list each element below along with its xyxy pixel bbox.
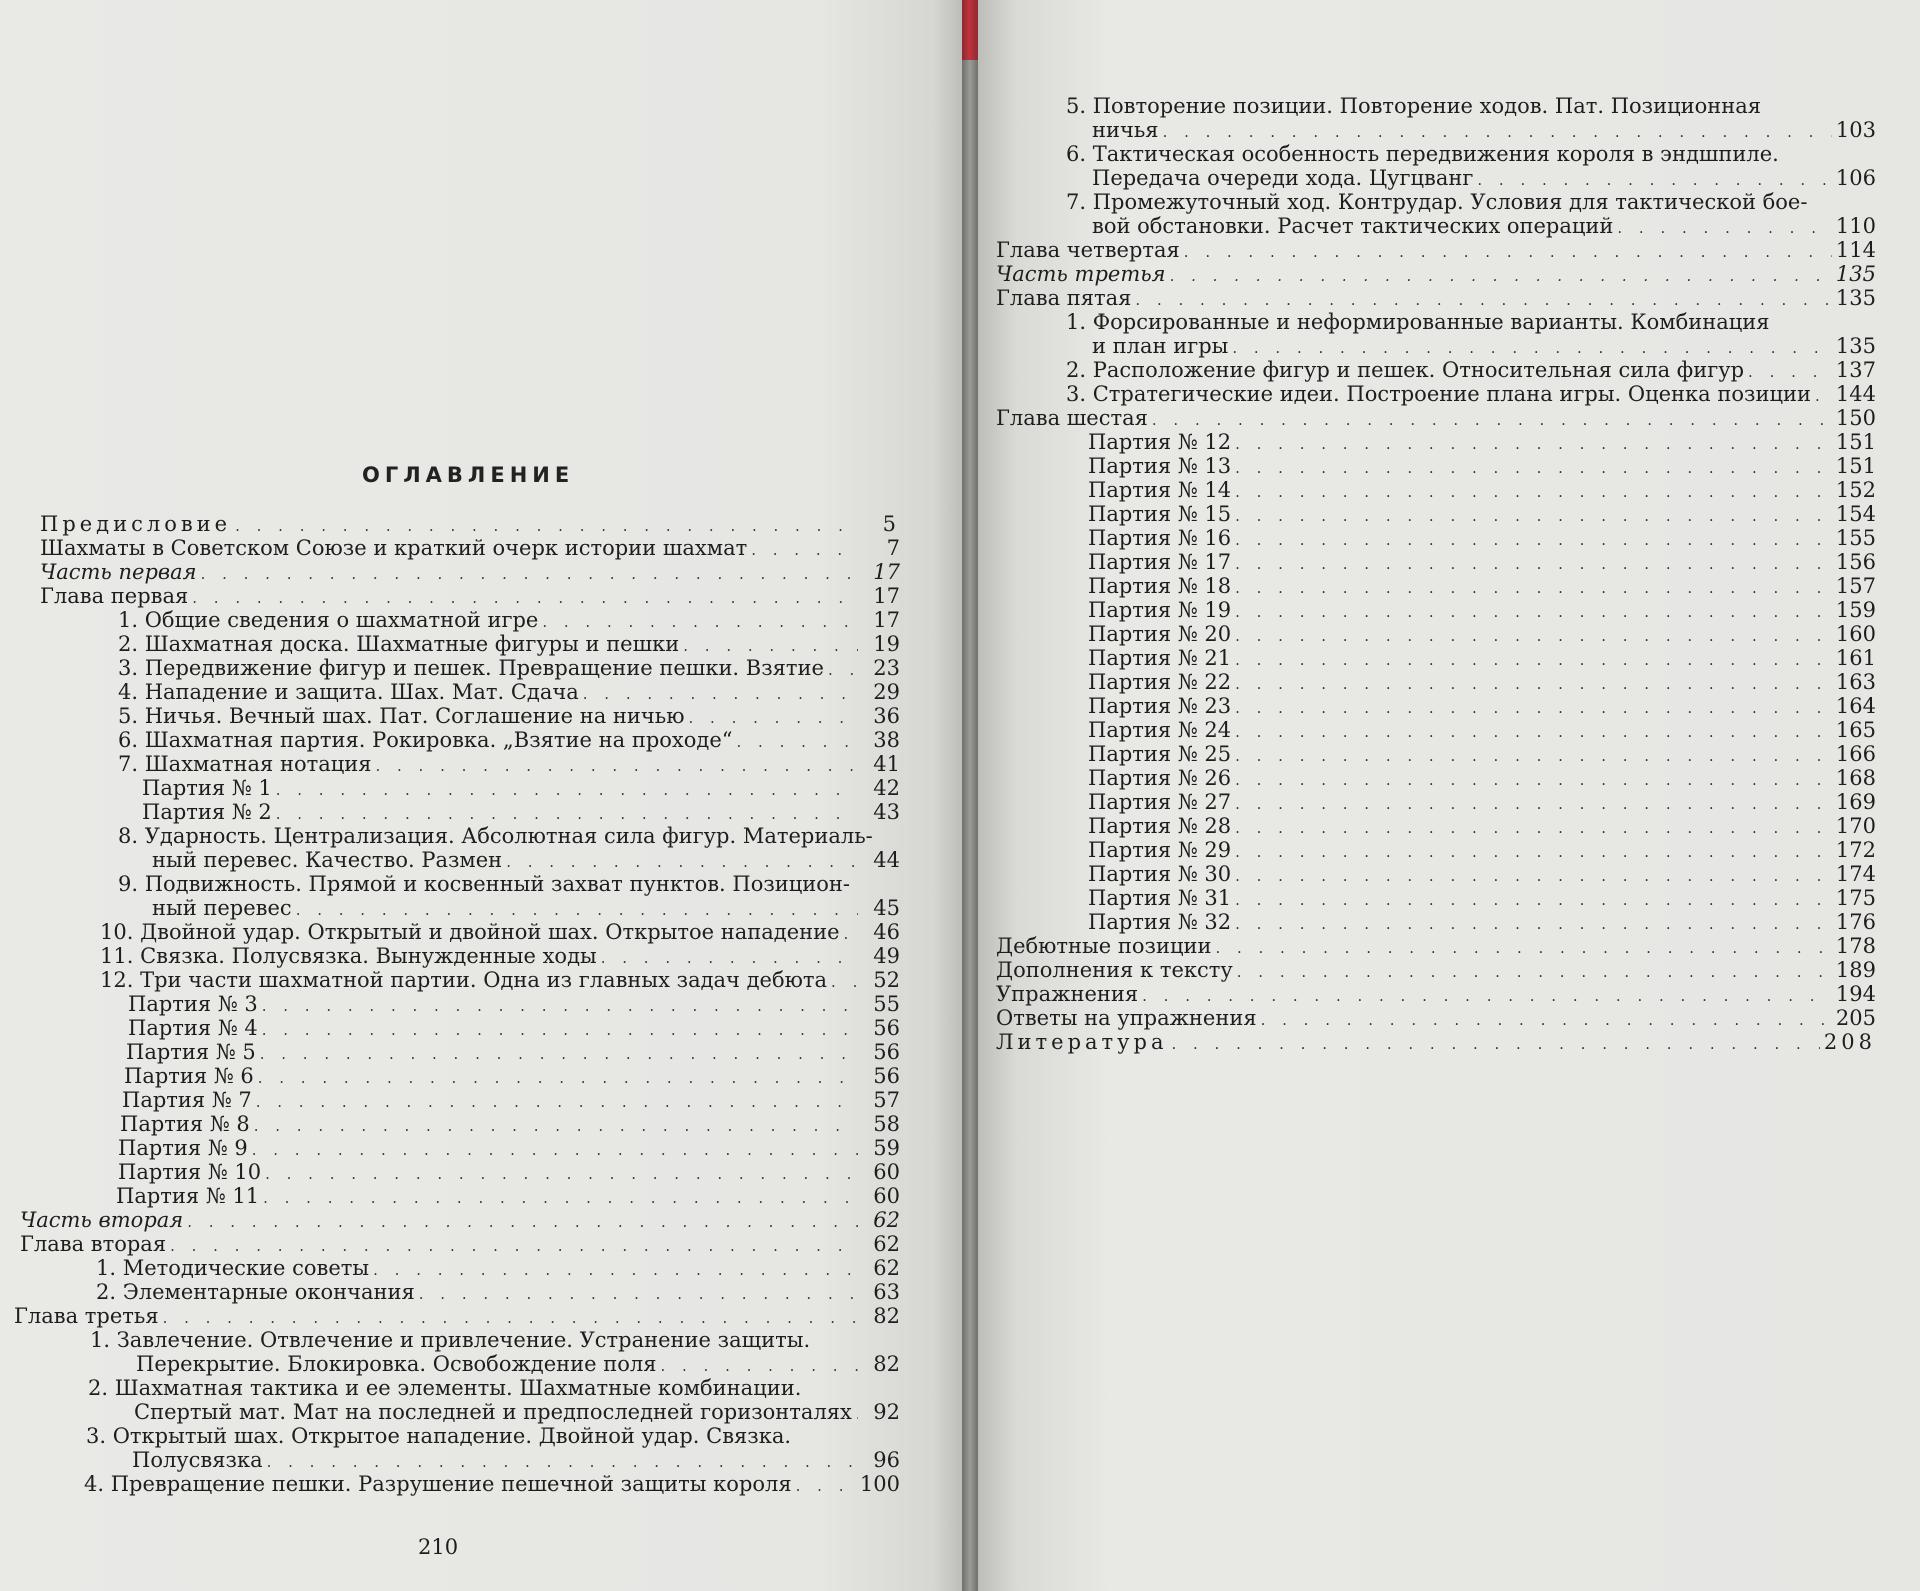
toc-entry-line: 2. Шахматная тактика и ее элементы. Шахматные комбинации. bbox=[88, 1376, 802, 1400]
toc-entry-line: 7. Промежуточный ход. Контрудар. Условия для тактической бое- bbox=[1066, 190, 1808, 214]
toc-entry-line: 1. Завлечение. Отвлечение и привлечение. Устранение защиты. bbox=[90, 1328, 811, 1352]
toc-game-entry: Партия № 31 . . . 175 bbox=[996, 886, 1876, 910]
toc-game-entry: Партия № 7 . . . 57 bbox=[40, 1088, 900, 1112]
toc-entry: Дополнения к тексту . . . 189 bbox=[996, 958, 1876, 982]
toc-right-column bbox=[996, 94, 1876, 1054]
toc-entry-line: 9. Подвижность. Прямой и косвенный захват пунктов. Позицион- bbox=[118, 872, 851, 896]
toc-entry: ный перевес . . . 45 bbox=[40, 896, 900, 920]
toc-entry: 7. Шахматная нотация . . . 41 bbox=[40, 752, 900, 776]
toc-game-entry: Партия № 1 . . . 42 bbox=[40, 776, 900, 800]
toc-entry: 11. Связка. Полусвязка. Вынужденные ходы . . . 49 bbox=[40, 944, 900, 968]
toc-game-entry: Партия № 30 . . . 174 bbox=[996, 862, 1876, 886]
toc-entry: 5. Ничья. Вечный шах. Пат. Соглашение на ничью . . . 36 bbox=[40, 704, 900, 728]
toc-entry: 1. Методические советы . . . 62 bbox=[40, 1256, 900, 1280]
toc-game-entry: Партия № 27 . . . 169 bbox=[996, 790, 1876, 814]
toc-game-entry: Партия № 24 . . . 165 bbox=[996, 718, 1876, 742]
toc-entry: Литература . . . 208 bbox=[996, 1030, 1876, 1054]
toc-entry: 2. Шахматная доска. Шахматные фигуры и пешки . . . 19 bbox=[40, 632, 900, 656]
toc-entry: вой обстановки. Расчет тактических операций . . . 110 bbox=[996, 214, 1876, 238]
book-gutter-shadow bbox=[962, 60, 978, 1591]
toc-entry: Передача очереди хода. Цугцванг . . . 106 bbox=[996, 166, 1876, 190]
toc-entry: 2. Элементарные окончания . . . 63 bbox=[40, 1280, 900, 1304]
toc-game-entry: Партия № 29 . . . 172 bbox=[996, 838, 1876, 862]
toc-game-entry: Партия № 16 . . . 155 bbox=[996, 526, 1876, 550]
toc-game-entry: Партия № 25 . . . 166 bbox=[996, 742, 1876, 766]
toc-game-entry: Партия № 4 . . . 56 bbox=[40, 1016, 900, 1040]
toc-game-entry: Партия № 3 . . . 55 bbox=[40, 992, 900, 1016]
toc-entry: ничья . . . 103 bbox=[996, 118, 1876, 142]
toc-entry-line: 1. Форсированные и неформированные варианты. Комбинация bbox=[1066, 310, 1770, 334]
toc-entry: 3. Передвижение фигур и пешек. Превращение пешки. Взятие . . . 23 bbox=[40, 656, 900, 680]
toc-game-entry: Партия № 21 . . . 161 bbox=[996, 646, 1876, 670]
toc-chapter-heading: Глава третья . . . 82 bbox=[14, 1304, 900, 1328]
toc-game-entry: Партия № 12 . . . 151 bbox=[996, 430, 1876, 454]
toc-chapter-heading: Глава пятая . . . 135 bbox=[996, 286, 1876, 310]
toc-game-entry: Партия № 19 . . . 159 bbox=[996, 598, 1876, 622]
toc-entry: Полусвязка . . . 96 bbox=[40, 1448, 900, 1472]
toc-entry: ный перевес. Качество. Размен . . . 44 bbox=[40, 848, 900, 872]
toc-chapter-heading: Глава шестая . . . 150 bbox=[996, 406, 1876, 430]
toc-game-entry: Партия № 18 . . . 157 bbox=[996, 574, 1876, 598]
toc-entry: 1. Общие сведения о шахматной игре . . . 17 bbox=[40, 608, 900, 632]
toc-entry: 12. Три части шахматной партии. Одна из главных задач дебюта . . . 52 bbox=[40, 968, 900, 992]
toc-left-column bbox=[14, 512, 900, 1496]
toc-entry: 4. Превращение пешки. Разрушение пешечной защиты короля . . . 100 bbox=[40, 1472, 900, 1496]
toc-game-entry: Партия № 28 . . . 170 bbox=[996, 814, 1876, 838]
toc-game-entry: Партия № 14 . . . 152 bbox=[996, 478, 1876, 502]
toc-entry-line: 8. Ударность. Централизация. Абсолютная сила фигур. Материаль- bbox=[118, 824, 873, 848]
toc-entry: и план игры . . . 135 bbox=[996, 334, 1876, 358]
toc-entry: 3. Стратегические идеи. Построение плана игры. Оценка позиции . . . 144 bbox=[996, 382, 1876, 406]
toc-entry: Упражнения . . . 194 bbox=[996, 982, 1876, 1006]
toc-game-entry: Партия № 13 . . . 151 bbox=[996, 454, 1876, 478]
toc-entry: Шахматы в Советском Союзе и краткий очерк истории шахмат . . . 7 bbox=[40, 536, 900, 560]
toc-game-entry: Партия № 26 . . . 168 bbox=[996, 766, 1876, 790]
toc-chapter-heading: Глава вторая . . . 62 bbox=[20, 1232, 900, 1256]
toc-game-entry: Партия № 8 . . . 58 bbox=[40, 1112, 900, 1136]
toc-entry-line: 5. Повторение позиции. Повторение ходов. Пат. Позиционная bbox=[1066, 94, 1762, 118]
toc-game-entry: Партия № 17 . . . 156 bbox=[996, 550, 1876, 574]
toc-game-entry: Партия № 23 . . . 164 bbox=[996, 694, 1876, 718]
page-number: 210 bbox=[418, 1535, 459, 1559]
toc-game-entry: Партия № 9 . . . 59 bbox=[40, 1136, 900, 1160]
toc-entry-line: 3. Открытый шах. Открытое нападение. Двойной удар. Связка. bbox=[86, 1424, 792, 1448]
toc-game-entry: Партия № 32 . . . 176 bbox=[996, 910, 1876, 934]
toc-title: ОГЛАВЛЕНИЕ bbox=[362, 463, 575, 487]
toc-game-entry: Партия № 2 . . . 43 bbox=[40, 800, 900, 824]
toc-game-entry: Партия № 11 . . . 60 bbox=[40, 1184, 900, 1208]
toc-entry: 2. Расположение фигур и пешек. Относительная сила фигур . . . 137 bbox=[996, 358, 1876, 382]
toc-entry: Дебютные позиции . . . 178 bbox=[996, 934, 1876, 958]
right-page bbox=[978, 0, 1920, 1591]
toc-entry: 4. Нападение и защита. Шах. Мат. Сдача . . . 29 bbox=[40, 680, 900, 704]
toc-game-entry: Партия № 22 . . . 163 bbox=[996, 670, 1876, 694]
toc-entry-line: 6. Тактическая особенность передвижения короля в эндшпиле. bbox=[1066, 142, 1779, 166]
toc-game-entry: Партия № 15 . . . 154 bbox=[996, 502, 1876, 526]
toc-part-heading: Часть вторая . . . 62 bbox=[20, 1208, 900, 1232]
toc-entry: 6. Шахматная партия. Рокировка. „Взятие на проходе“ . . . 38 bbox=[40, 728, 900, 752]
toc-chapter-heading: Глава четвертая . . . 114 bbox=[996, 238, 1876, 262]
toc-game-entry: Партия № 6 . . . 56 bbox=[40, 1064, 900, 1088]
toc-game-entry: Партия № 20 . . . 160 bbox=[996, 622, 1876, 646]
toc-entry: Ответы на упражнения . . . 205 bbox=[996, 1006, 1876, 1030]
toc-game-entry: Партия № 5 . . . 56 bbox=[40, 1040, 900, 1064]
toc-part-heading: Часть третья . . . 135 bbox=[996, 262, 1876, 286]
toc-entry: 10. Двойной удар. Открытый и двойной шах. Открытое нападение . . . 46 bbox=[40, 920, 900, 944]
toc-entry: Перекрытие. Блокировка. Освобождение поля . . . 82 bbox=[40, 1352, 900, 1376]
toc-entry: Спертый мат. Мат на последней и предпоследней горизонталях . . . 92 bbox=[40, 1400, 900, 1424]
toc-chapter-heading: Глава первая . . . 17 bbox=[40, 584, 900, 608]
toc-entry: Предисловие . . . 5 bbox=[40, 512, 900, 536]
toc-part-heading: Часть первая . . . 17 bbox=[40, 560, 900, 584]
toc-game-entry: Партия № 10 . . . 60 bbox=[40, 1160, 900, 1184]
